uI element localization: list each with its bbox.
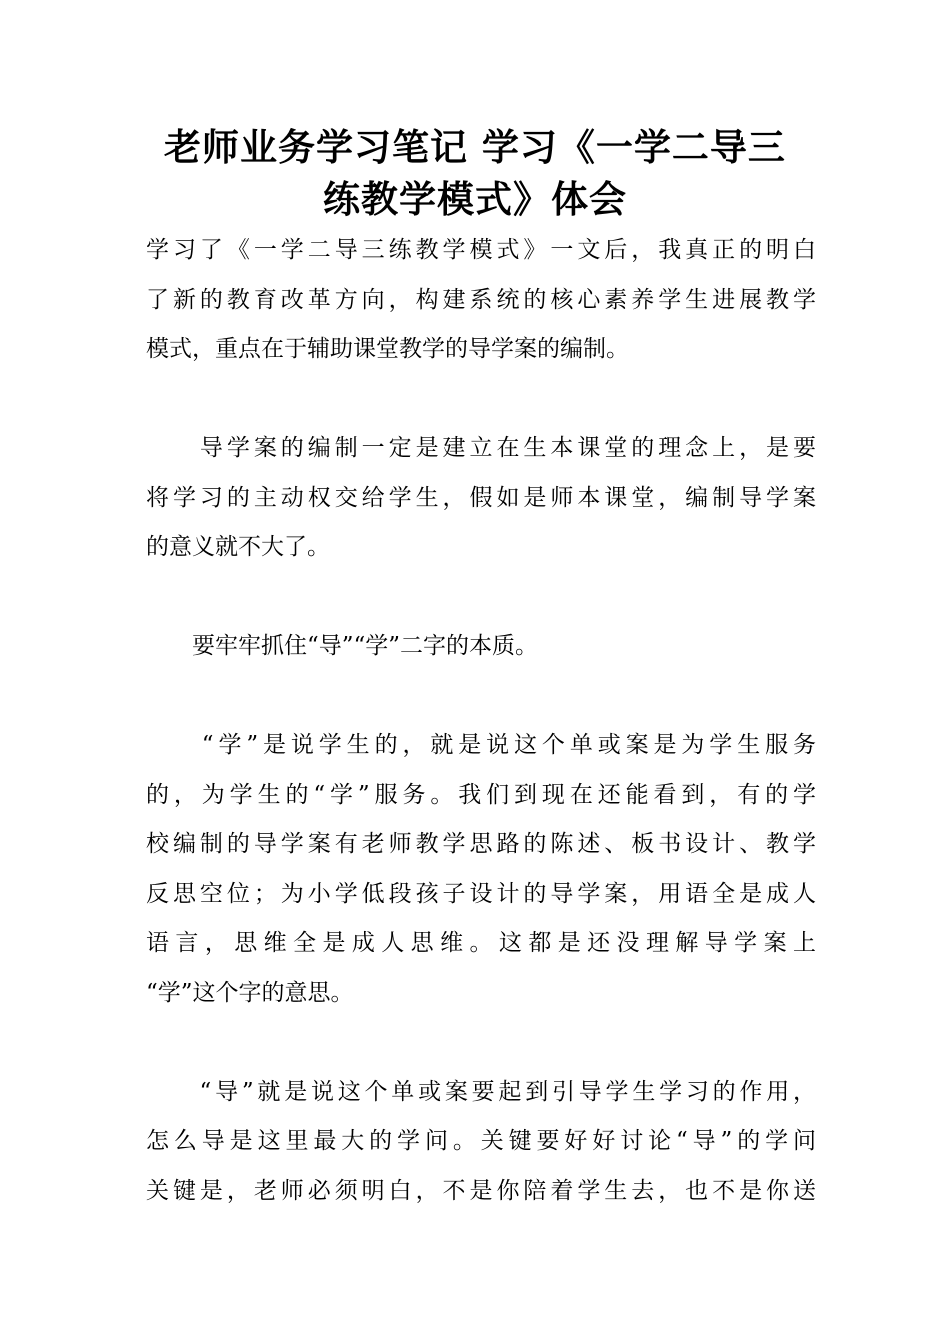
text-line: 模式，重点在于辅助课堂教学的导学案的编制。: [146, 336, 629, 362]
paragraph-gap: [146, 573, 816, 623]
text-line: “学”这个字的意思。: [146, 979, 354, 1006]
document-body: [146, 226, 816, 1216]
text-line: 语言，思维全是成人思维。这都是还没理解导学案上: [146, 930, 816, 956]
paragraph-gap: [146, 672, 816, 722]
text-line: 关键是，老师必须明白，不是你陪着学生去，也不是你送: [146, 1177, 816, 1204]
text-line: “导”就是说这个单或案要起到引导学生学习的作用，: [146, 1078, 816, 1105]
text-line: “学”是说学生的，就是说这个单或案是为学生服务: [146, 732, 816, 758]
document-title: [120, 122, 830, 226]
text-line: 学习了《一学二导三练教学模式》一文后，我真正的明白: [146, 237, 816, 263]
text-line: 了新的教育改革方向，构建系统的核心素养学生进展教学: [146, 286, 816, 313]
title-line: 练教学模式》体会: [323, 178, 627, 221]
text-line: 要牢牢抓住“导”“学”二字的本质。: [146, 633, 539, 659]
paragraph-5: [146, 1068, 816, 1217]
text-line: 的，为学生的“学”服务。我们到现在还能看到，有的学: [146, 781, 816, 808]
paragraph-gap: [146, 375, 816, 425]
text-line: 导学案的编制一定是建立在生本课堂的理念上，是要: [146, 435, 816, 461]
paragraph-2: [146, 424, 816, 573]
paragraph-1: [146, 226, 816, 375]
title-line: 老师业务学习笔记 学习《一学二导三: [164, 126, 786, 169]
paragraph-3: [146, 622, 816, 672]
text-line: 将学习的主动权交给学生，假如是师本课堂，编制导学案: [146, 484, 816, 511]
text-line: 怎么导是这里最大的学问。关键要好好讨论“导”的学问: [146, 1128, 816, 1154]
paragraph-4: [146, 721, 816, 1018]
text-line: 校编制的导学案有老师教学思路的陈述、板书设计、教学: [146, 831, 816, 857]
paragraph-gap: [146, 1018, 816, 1068]
text-line: 的意义就不大了。: [146, 534, 330, 560]
text-line: 反思空位；为小学低段孩子设计的导学案，用语全是成人: [146, 880, 816, 907]
